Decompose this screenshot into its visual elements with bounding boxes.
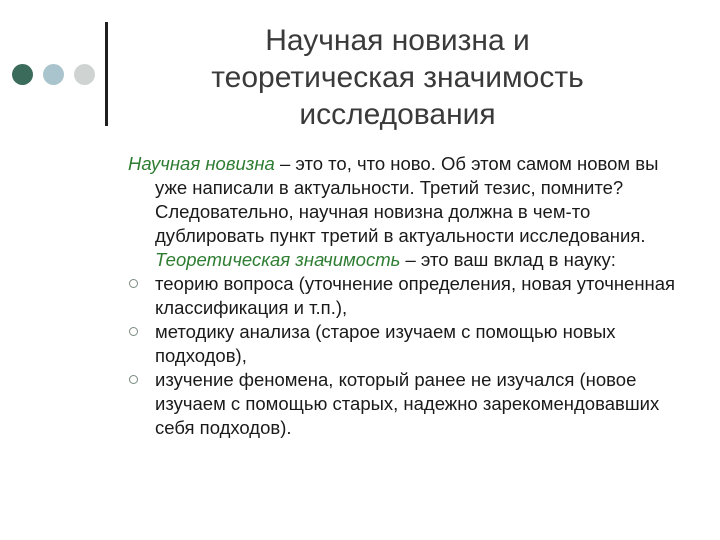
hollow-circle-icon bbox=[129, 279, 138, 288]
dot-2 bbox=[43, 64, 64, 85]
title-line-3: исследования bbox=[299, 98, 496, 131]
list-item bbox=[128, 272, 688, 320]
intro-paragraph bbox=[128, 152, 688, 272]
term-novelty: Научная новизна bbox=[128, 153, 275, 174]
slide-body bbox=[128, 152, 688, 440]
hollow-circle-icon bbox=[129, 375, 138, 384]
title-divider bbox=[105, 22, 108, 126]
dot-3 bbox=[74, 64, 95, 85]
term-significance: Теоретическая значимость bbox=[155, 249, 401, 270]
dot-1 bbox=[12, 64, 33, 85]
intro-text-2: – это ваш вклад в науку: bbox=[400, 249, 616, 270]
title-line-2: теоретическая значимость bbox=[211, 61, 584, 94]
list-item-text: методику анализа (старое изучаем с помощью новых подходов), bbox=[155, 321, 616, 366]
title-line-1: Научная новизна и bbox=[265, 24, 530, 57]
list-item-text: изучение феномена, который ранее не изучался (новое изучаем с помощью старых, надежно зарекомендовавших себя подходов). bbox=[155, 369, 660, 438]
decorative-dots bbox=[12, 64, 102, 86]
hollow-circle-icon bbox=[129, 327, 138, 336]
list-item bbox=[128, 368, 688, 440]
list-item bbox=[128, 320, 688, 368]
list-item-text: теорию вопроса (уточнение определения, новая уточненная классификация и т.п.), bbox=[155, 273, 676, 318]
intro-text-1: – это то, что ново. Об этом самом новом вы уже написали в актуальности. Третий тезис, помните? Следовательно, научная новизна должна в чем-то дублировать пункт третий в актуальности исследования. bbox=[155, 153, 659, 246]
slide-title bbox=[150, 22, 645, 133]
